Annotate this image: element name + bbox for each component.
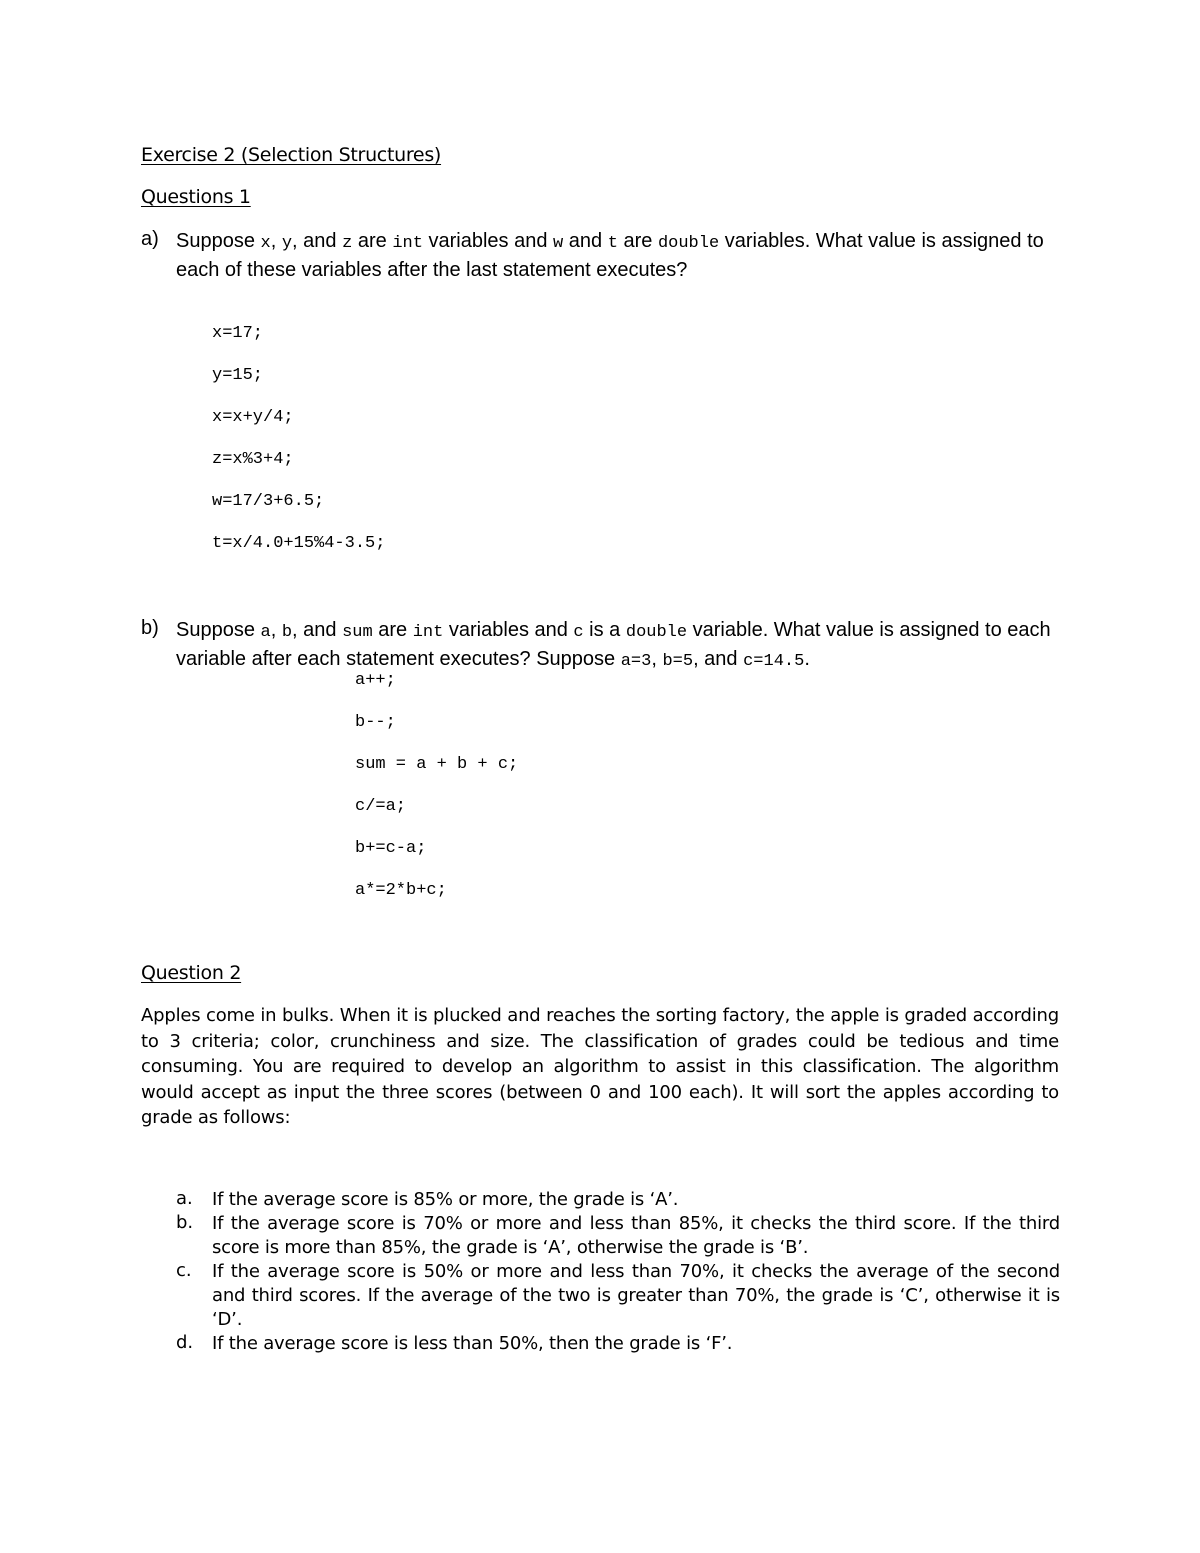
part-a-question: Suppose x, y, and z are int variables and w and t are double variables. What value is assigned to each of these variables after the last statement executes? [176, 230, 1044, 281]
list-item-letter: c. [176, 1260, 192, 1281]
list-item-letter: b. [176, 1212, 194, 1233]
list-item: If the average score is 50% or more and less than 70%, it checks the average of the second and third scores. If the average of the two is greater than 70%, the grade is ‘C’, otherwise it is ‘D’. [212, 1261, 1060, 1330]
list-item-letter: d. [176, 1332, 194, 1353]
document-title: Exercise 2 (Selection Structures) [141, 144, 442, 166]
list-item-letter: a. [176, 1188, 193, 1209]
question-2-heading: Question 2 [141, 962, 242, 984]
code-line: y=15; [212, 366, 264, 385]
code-line: b+=c-a; [355, 839, 427, 858]
list-item: If the average score is 85% or more, the grade is ‘A’. [212, 1189, 679, 1210]
code-line: b--; [355, 713, 396, 732]
code-line: w=17/3+6.5; [212, 492, 325, 511]
list-item: If the average score is 70% or more and less than 85%, it checks the third score. If the third score is more than 85%, the grade is ‘A’, otherwise the grade is ‘B’. [212, 1213, 1060, 1258]
code-line: a*=2*b+c; [355, 881, 447, 900]
code-line: c/=a; [355, 797, 407, 816]
question-1-heading: Questions 1 [141, 186, 251, 208]
question-2-paragraph: Apples come in bulks. When it is plucked and reaches the sorting factory, the apple is graded according to 3 criteria; color, crunchiness and size. The classification of grades could be tedious and time consuming. You are required to develop an algorithm to assist in this classification. The algorithm would accept as input the three scores (between 0 and 100 each). It will sort the apples according to grade as follows: [141, 1005, 1059, 1128]
code-line: x=x+y/4; [212, 408, 294, 427]
part-a-letter: a) [141, 228, 159, 250]
part-b-letter: b) [141, 617, 159, 639]
code-line: z=x%3+4; [212, 450, 294, 469]
code-line: t=x/4.0+15%4-3.5; [212, 534, 386, 553]
code-line: sum = a + b + c; [355, 755, 519, 774]
code-line: a++; [355, 671, 396, 690]
code-line: x=17; [212, 324, 264, 343]
part-b-question: Suppose a, b, and sum are int variables and c is a double variable. What value is assigned to each variable after each statement executes? Suppose a=3, b=5, and c=14.5. [176, 619, 1051, 671]
list-item: If the average score is less than 50%, then the grade is ‘F’. [212, 1333, 733, 1354]
